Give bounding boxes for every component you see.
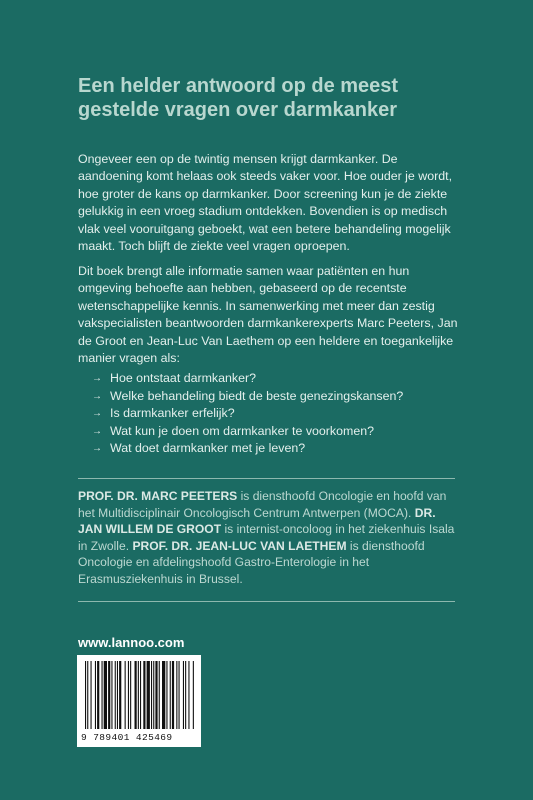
question-list — [92, 370, 462, 458]
isbn-barcode — [77, 655, 201, 747]
intro-paragraph: Ongeveer een op de twintig mensen krijgt darmkanker. De aandoening komt helaas ook steeds vaker voor. Hoe ouder je wordt, hoe groter de kans op darmkanker. Door screening kun je de ziekte gelukkig in een vroeg stadium ontdekken. Bovendien is op medisch vlak veel vooruitgang geboekt, wat een betere behandeling mogelijk maakt. Toch blijft de ziekte veel vragen oproepen. — [78, 152, 453, 254]
question-text: Hoe ontstaat darmkanker? — [110, 371, 257, 385]
arrow-icon: → — [92, 443, 102, 455]
divider-top — [78, 478, 455, 479]
author-bios — [78, 488, 458, 588]
author-name: PROF. DR. JEAN-LUC VAN LAETHEM — [132, 538, 347, 553]
list-item — [92, 370, 462, 388]
publisher-website[interactable]: www.lannoo.com — [78, 635, 185, 650]
arrow-icon: → — [92, 425, 102, 437]
headline: Een helder antwoord op de meest gestelde vragen over darmkanker — [78, 75, 399, 121]
arrow-icon: → — [92, 373, 102, 384]
author-name: DR. JAN WILLEM DE GROOT — [78, 505, 436, 537]
arrow-icon: → — [92, 408, 102, 420]
divider-bottom — [78, 601, 455, 602]
list-item — [92, 423, 462, 441]
question-text: Wat doet darmkanker met je leven? — [110, 441, 306, 456]
author-bio: is diensthoofd Oncologie en afdelingshoofd Gastro-Enterologie in het Erasmusziekenhuis in Brussel. — [78, 538, 425, 586]
book-description-paragraph: Dit boek brengt alle informatie samen waar patiënten en hun omgeving behoefte aan hebben, gebaseerd op de recentste wetenschappelijke kennis. In samenwerking met meer dan zestig vakspecialisten beantwoorden darmkankerexperts Marc Peeters, Jan de Groot en Jean-Luc Van Laethem op een heldere en toegankelijke manier vragen als: — [78, 264, 458, 366]
author-bio: is diensthoofd Oncologie en hoofd van het Multidisciplinair Oncologisch Centrum Antwerpen (MOCA). — [78, 489, 447, 520]
question-text: Wat kun je doen om darmkanker te voorkomen? — [110, 423, 375, 438]
question-text: Is darmkanker erfelijk? — [110, 406, 235, 421]
list-item — [92, 405, 462, 423]
question-text: Welke behandeling biedt de beste genezingskansen? — [110, 388, 404, 403]
list-item — [92, 388, 462, 406]
arrow-icon: → — [92, 390, 102, 402]
isbn-number: 9 789401 425469 — [81, 732, 173, 743]
author-name: PROF. DR. MARC PEETERS — [78, 489, 238, 503]
author-bio: is internist-oncoloog in het ziekenhuis Isala in Zwolle. — [78, 522, 455, 553]
list-item — [92, 440, 462, 458]
